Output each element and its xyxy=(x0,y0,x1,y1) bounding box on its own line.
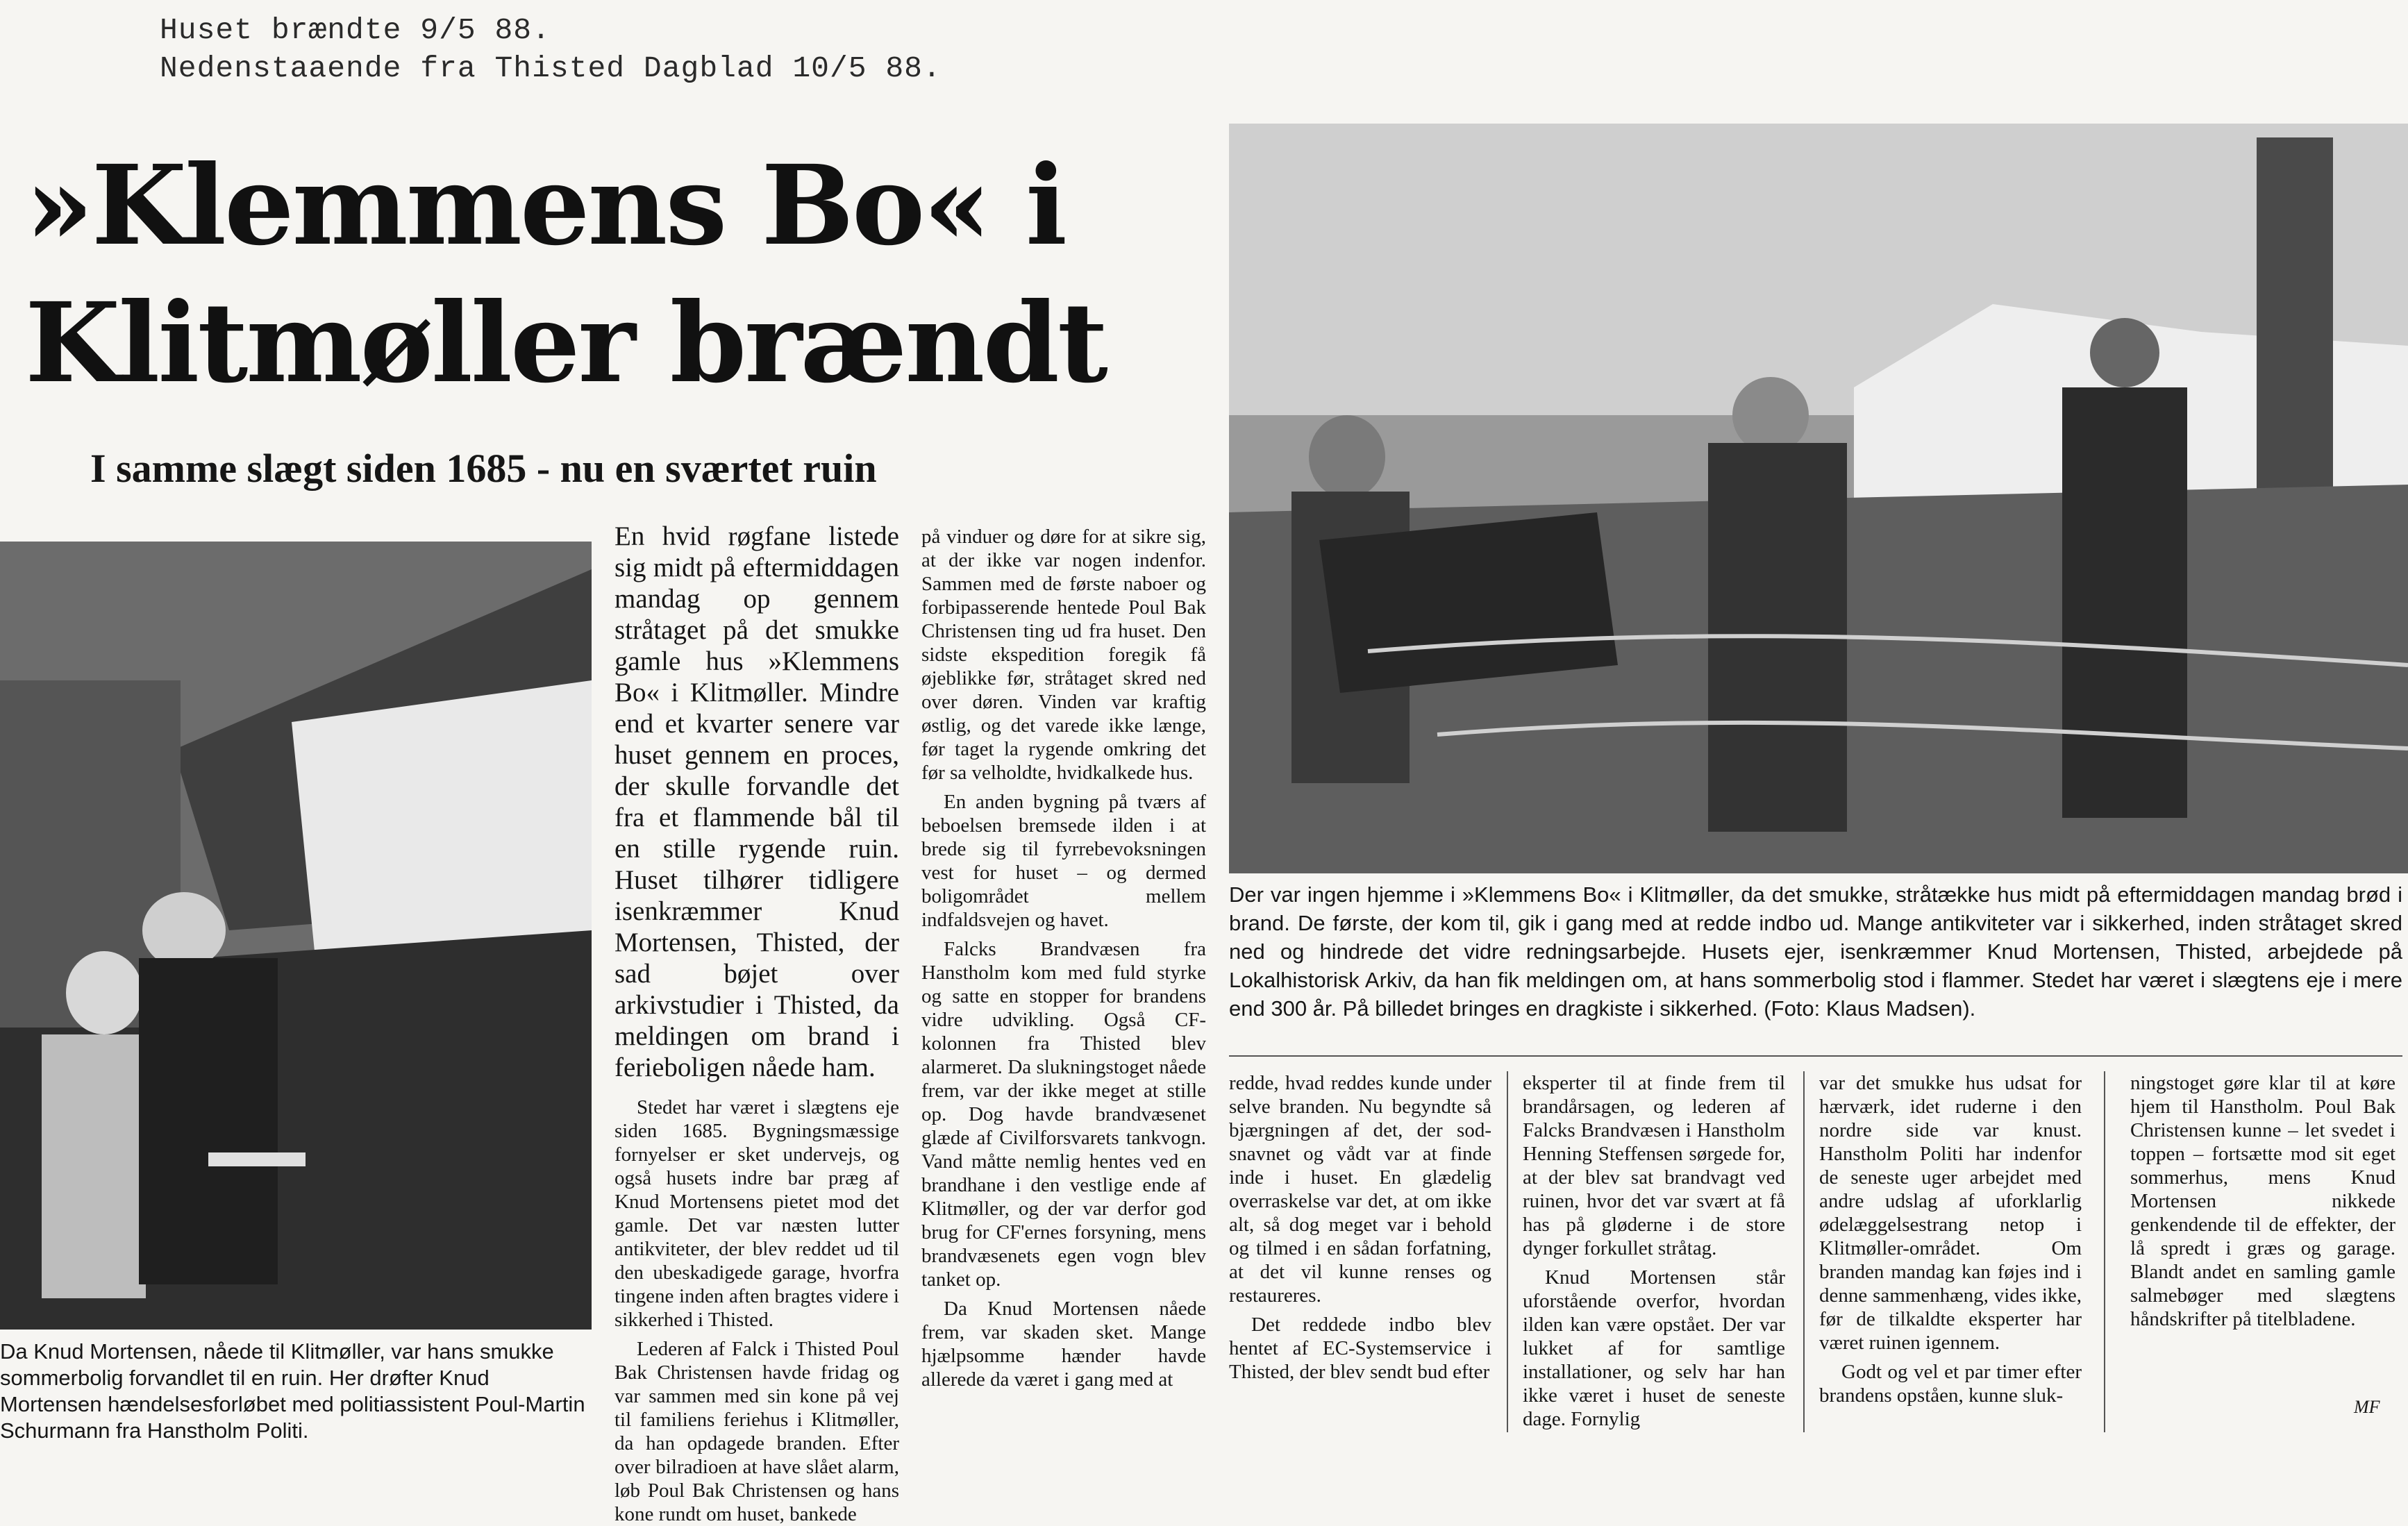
paragraph: Knud Mortensen står uforstående overfor, hvordan ilden kan være opstået. Der var lukket af for samtlige installationer, og selv har han ikke været i huset de seneste dage. Fornylig xyxy=(1523,1266,1785,1430)
article-column-5 xyxy=(1819,1071,2082,1453)
typed-note-line-2: Nedenstaaende fra Thisted Dagblad 10/5 88. xyxy=(160,51,942,85)
headline xyxy=(25,137,1226,412)
lead-paragraph: En hvid røgfane listede sig midt på eftermiddagen mandag op gennem stråtaget på det smukke gamle hus »Klemmens Bo« i Klitmøller. Mindre end et kvarter senere var huset gennem en proces, der skulle forvandle det fra et flammende bål til en stille rygende ruin. Huset tilhører tidligere isenkræmmer Knud Mortensen, Thisted, der sad bøjet over arkivstudier i Thisted, da meldingen om brand i ferieboligen nåede ham. xyxy=(614,521,899,1082)
paragraph: Falcks Brandvæsen fra Hanstholm kom med fuld styrke og satte en stopper for brandens vidre udvikling. Også CF-kolonnen fra Thisted blev alarmeret. Da slukningstoget nåede frem, var der ikke meget at stille op. Dog havde brandvæsenet glæde af Civilforsvarets tankvogn. Vand måtte nemlig hentes ved en brandhane i den vestlige ende af Klitmøller, og der var derfor god brug for CF'ernes forsyning, mens brandvæsenets egen vogn blev tanket op. xyxy=(921,938,1206,1291)
article-column-3 xyxy=(1229,1071,1491,1453)
caption-right-photo: Der var ingen hjemme i »Klemmens Bo« i Klitmøller, da det smukke, stråtække hus midt på eftermiddagen mandag brød i brand. De første, der kom til, gik i gang med at redde indbo ud. Mange antikviteter var i sikkerhed, inden stråtaget skred ned og hindrede det vidre redningsarbejde. Husets ejer, isenkræmmer Knud Mortensen, Thisted, arbejdede på Lokalhistorisk Arkiv, da han fik meldingen om, at hans sommerbolig stod i flammer. Stedet har været i slægtens eje i mere end 300 år. På billedet bringes en dragkiste i sikkerhed. (Foto: Klaus Madsen). xyxy=(1229,882,2402,1021)
headline-line-1: »Klemmens Bo« i xyxy=(25,142,1066,270)
headline-line-2: Klitmøller brændt xyxy=(25,279,1106,408)
photo-ruin-men xyxy=(0,542,592,1330)
paragraph: Lederen af Falck i Thisted Poul Bak Christensen havde fridag og var sammen med sin kone på vej til familiens feriehus i Klitmøller, da han opdagede branden. Efter over bilradioen at have slået alarm, løb Poul Bak Christensen og hans kone rundt om huset, bankede xyxy=(614,1338,899,1525)
column-divider xyxy=(1507,1071,1508,1432)
subheadline: I samme slægt siden 1685 - nu en sværtet ruin xyxy=(90,446,877,491)
paragraph: eksperter til at finde frem til brandårsagen, og lederen af Falcks Brandvæsen i Hanstholm Henning Steffensen sørgede for, at der blev sat brandvagt ved ruinen, hvor det var svært at få has på gløderne i de store dynger forkullet stråtag. xyxy=(1523,1072,1785,1259)
typed-note-line-1: Huset brændte 9/5 88. xyxy=(160,13,551,47)
article-column-6 xyxy=(2130,1071,2396,1453)
typed-note xyxy=(160,11,1132,87)
column-divider xyxy=(1803,1071,1805,1432)
paragraph: ningstoget gøre klar til at køre hjem til Hanstholm. Poul Bak Christensen kunne – let svedet i toppen – fortsætte mod sit eget sommerhus, mens Knud Mortensen nikkede genkendende til de effekter, der lå spredt i græs og garage. Blandt andet en samling gamle salmebøger med slægtens håndskrifter på titelbladene. xyxy=(2130,1072,2396,1330)
caption-left-photo: Da Knud Mortensen, nåede til Klitmøller, var hans smukke sommerbolig forvandlet til en ruin. Her drøfter Knud Mortensen hændelsesforløbet med politiassistent Poul-Martin Schurmann fra Hanstholm Politi. xyxy=(0,1339,585,1443)
paragraph: Godt og vel et par timer efter brandens opståen, kunne sluk- xyxy=(1819,1361,2082,1407)
photo-chest-rescue xyxy=(1229,124,2408,873)
article-column-4 xyxy=(1523,1071,1785,1453)
column-divider-horizontal xyxy=(1229,1055,2402,1057)
article-column-1 xyxy=(614,521,899,1525)
author-signature: MF xyxy=(2354,1397,2380,1417)
paragraph: redde, hvad reddes kunde under selve branden. Nu begyndte så bjærgningen af det, der sod-snavnet og vådt var at finde inde i huset. En glædelig overraskelse var det, at om ikke alt, så dog meget var i behold og tilmed i en sådan forfatning, at det vil kunne renses og restaureres. xyxy=(1229,1072,1491,1307)
paragraph: Da Knud Mortensen nåede frem, var skaden sket. Mange hjælpsomme hænder havde allerede da været i gang med at xyxy=(921,1298,1206,1391)
paragraph: Det reddede indbo blev hentet af EC-Systemservice i Thisted, der blev sendt bud efter xyxy=(1229,1314,1491,1383)
paragraph: En anden bygning på tværs af beboelsen bremsede ilden i at brede sig til fyrrebevoksningen vest for huset – og dermed boligområdet mellem indfaldsvejen og havet. xyxy=(921,791,1206,931)
column-divider xyxy=(2104,1071,2105,1432)
paragraph: Stedet har været i slægtens eje siden 1685. Bygningsmæssige fornyelser er sket undervejs, og også husets indre bar præg af Knud Mortensens pietet mod det gamle. Det var næsten lutter antikviteter, der blev reddet ud til den ubeskadigede garage, hvorfra tingene inden aften bragtes videre i sikkerhed i Thisted. xyxy=(614,1096,899,1331)
article-lead xyxy=(614,521,899,1083)
article-column-2 xyxy=(921,525,1206,1453)
paragraph: på vinduer og døre for at sikre sig, at der ikke var nogen indenfor. Sammen med de første naboer og forbipasserende hentede Poul Bak Christensen ting ud fra huset. Den sidste ekspedition foregik få øjeblikke før, stråtaget skred ned over døren. Vinden var kraftig østlig, og det varede ikke længe, før taget la rygende omkring det før sa velholdte, hvidkalkede hus. xyxy=(921,526,1206,784)
paragraph: var det smukke hus udsat for hærværk, idet ruderne i den nordre side var knust. Hanstholm Politi har indenfor de seneste uger arbejdet med andre udslag af uforklarlig ødelæggelsestrang netop i Klitmøller-området. Om branden mandag kan føjes ind i denne sammenhæng, vides ikke, før de tilkaldte eksperter har været ruinen igennem. xyxy=(1819,1072,2082,1354)
